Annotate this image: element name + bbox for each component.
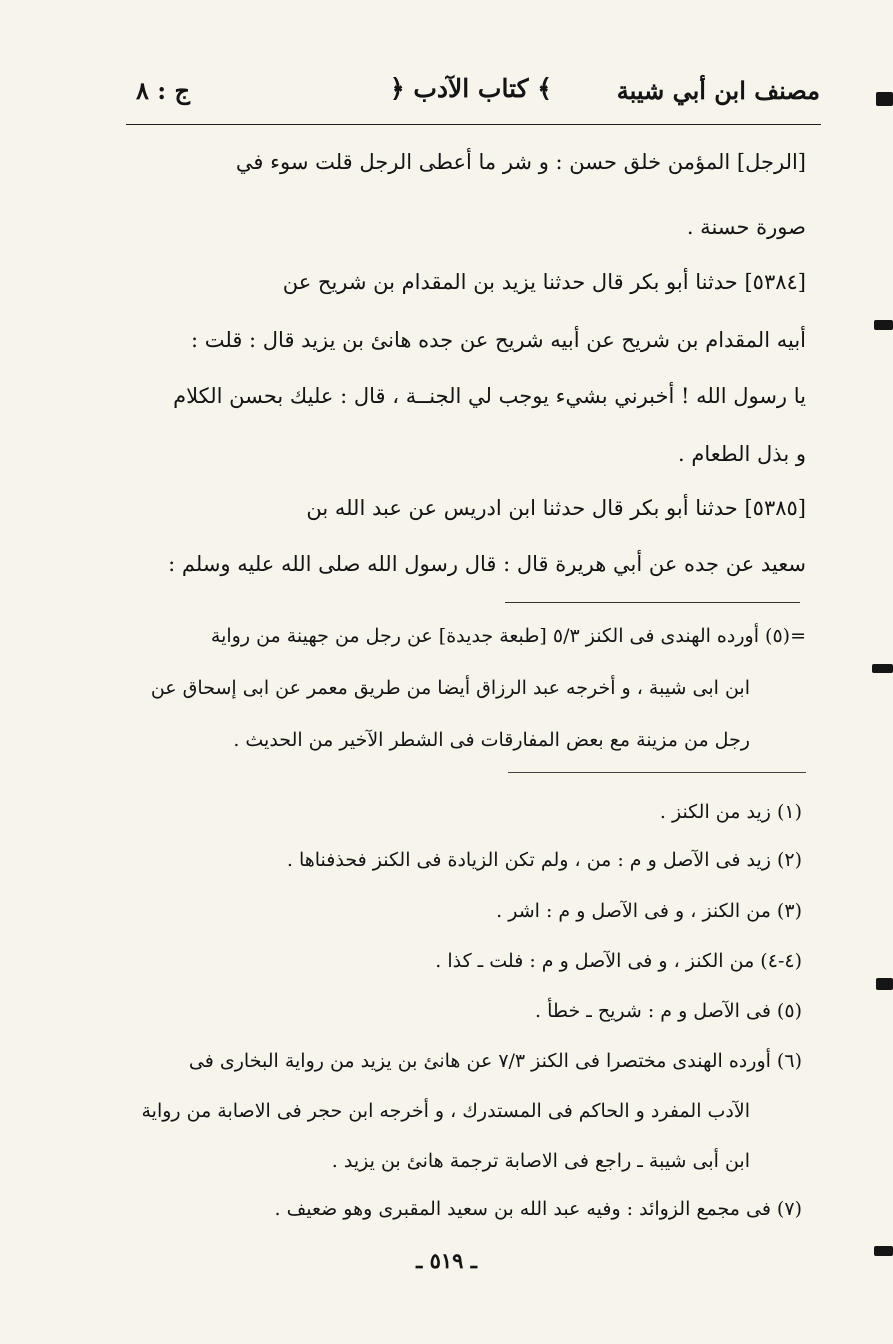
scan-mark [874, 1246, 893, 1256]
section-title: ﴿ كتاب الآدب ﴾ [390, 74, 552, 103]
body-line: و بذل الطعام . [678, 442, 806, 466]
book-title: مصنف ابن أبي شيبة [616, 76, 820, 105]
hadith-5384-line: [٥٣٨٤] حدثنا أبو بكر قال حدثنا يزيد بن المقدام بن شريح عن [282, 270, 806, 294]
footnote: (٣) من الكنز ، و فى الآصل و م : اشر . [496, 900, 802, 922]
footnote-separator [508, 772, 806, 773]
continued-note-line: ابن ابى شيبة ، و أخرجه عبد الرزاق أيضا من طريق معمر عن ابى إسحاق عن [150, 677, 750, 699]
hadith-5385-line: [٥٣٨٥] حدثنا أبو بكر قال حدثنا ابن ادريس عن عبد الله بن [306, 496, 806, 520]
scan-mark [872, 664, 893, 673]
footnote: (٤-٤) من الكنز ، و فى الآصل و م : فلت ـ كذا . [435, 950, 802, 972]
body-line: أبيه المقدام بن شريح عن أبيه شريح عن جده هانئ بن يزيد قال : قلت : [191, 328, 806, 352]
scan-mark [876, 92, 893, 106]
body-line: يا رسول الله ! أخبرني بشيء يوجب لي الجنــة ، قال : عليك بحسن الكلام [173, 384, 806, 408]
running-header [120, 70, 820, 122]
continued-note-line: رجل من مزينة مع بعض المفارقات فى الشطر الآخير من الحديث . [233, 729, 750, 751]
scan-mark [876, 978, 893, 990]
body-line: صورة حسنة . [686, 215, 806, 239]
footnote: (٧) فى مجمع الزوائد : وفيه عبد الله بن سعيد المقبرى وهو ضعيف . [274, 1198, 802, 1220]
footnote: (٢) زيد فى الآصل و م : من ، ولم تكن الزيادة فى الكنز فحذفناها . [286, 849, 802, 871]
footnote: (٥) فى الآصل و م : شريح ـ خطأ . [535, 1000, 802, 1022]
footnote: (١) زيد من الكنز . [659, 801, 802, 823]
scan-mark [874, 320, 893, 330]
footnote: (٦) أورده الهندى مختصرا فى الكنز ٧/٣ عن هانئ بن يزيد من رواية البخارى فى [188, 1050, 802, 1072]
page-number: ـ ٥١٩ ـ [416, 1248, 477, 1273]
body-line: سعيد عن جده عن أبي هريرة قال : قال رسول الله صلى الله عليه وسلم : [168, 552, 806, 576]
header-rule [126, 124, 821, 125]
footnote: الآدب المفرد و الحاكم فى المستدرك ، و أخرجه ابن حجر فى الاصابة من رواية [141, 1100, 750, 1122]
footnote: ابن أبى شيبة ـ راجع فى الاصابة ترجمة هانئ بن يزيد . [331, 1150, 750, 1172]
volume-number: ج : ٨ [136, 76, 190, 105]
continued-note-line: =(٥) أورده الهندى فى الكنز ٥/٣ [طبعة جديدة] عن رجل من جهينة من رواية [210, 625, 806, 647]
body-line: [الرجل] المؤمن خلق حسن : و شر ما أعطى الرجل قلت سوء في [235, 150, 806, 174]
note-separator [505, 602, 800, 603]
